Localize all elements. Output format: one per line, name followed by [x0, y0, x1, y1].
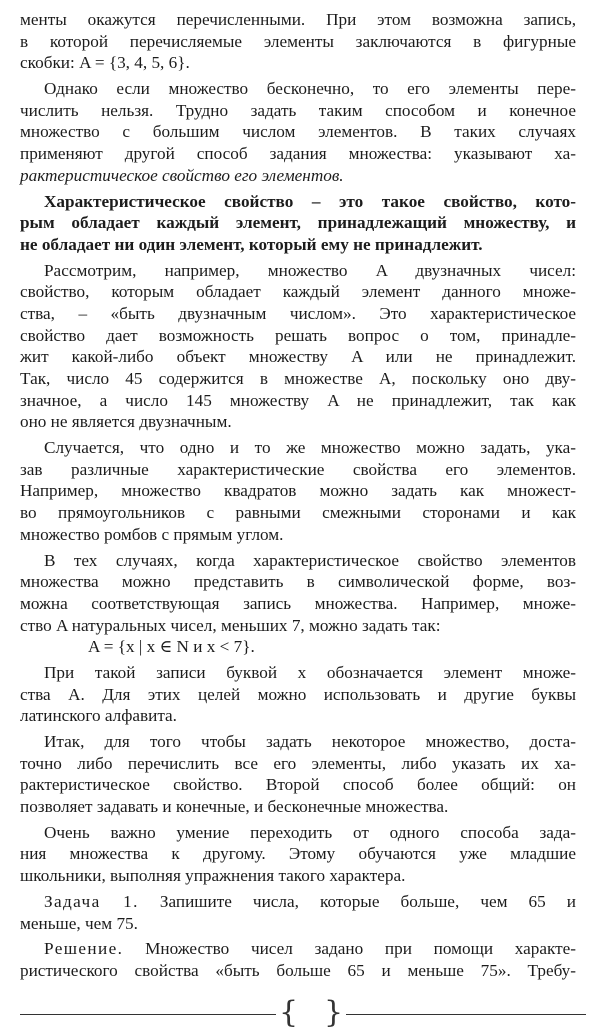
paragraph: [20, 78, 576, 186]
problem-text: Запишите числа, которые больше, чем 65 и: [138, 891, 577, 911]
text-line: множество ромбов с прямым углом.: [20, 524, 284, 544]
set-formula: A = {x | x ∈ N и x < 7}.: [88, 637, 255, 657]
text-line: позволяет задавать и конечные, и бесконечные множества.: [20, 797, 449, 817]
text-line: [20, 938, 576, 960]
text-line: школьники, выполняя упражнения такого характера.: [20, 866, 406, 886]
text-line: меньше, чем 75.: [20, 913, 138, 933]
text-line: рактеристическое свойство его элементов.: [20, 165, 344, 185]
text-line: латинского алфавита.: [20, 706, 177, 726]
text-line: оно не является двузначным.: [20, 412, 232, 432]
footer-rule-left: [20, 1014, 276, 1015]
page-text: [20, 9, 576, 982]
text-line: числить нельзя. Трудно задать таким способом и конечное: [20, 100, 576, 120]
page-footer-ornament: [0, 994, 607, 1028]
paragraph: [20, 662, 576, 727]
right-brace-icon: }: [324, 995, 344, 1030]
text-line: При такой записи буквой x обозначается элемент множе-: [44, 662, 576, 682]
text-line: ства A. Для этих целей можно использовать и другие буквы: [20, 684, 576, 704]
paragraph: [20, 260, 576, 434]
text-line: не обладает ни один элемент, который ему не принадлежит.: [20, 234, 483, 254]
text-line: ства, – «быть двузначным числом». Это характеристическое: [20, 303, 576, 323]
text-line: рактеристическое свойство. Второй способ более общий: он: [20, 775, 576, 795]
text-line: В тех случаях, когда характеристическое свойство элементов: [44, 550, 576, 570]
text-line: скобки: A = {3, 4, 5, 6}.: [20, 53, 190, 73]
text-line: зав различные характеристические свойства его элементов.: [20, 459, 576, 479]
footer-rule-right: [346, 1014, 586, 1015]
problem-paragraph: [20, 891, 576, 934]
paragraph: [20, 9, 576, 74]
text-line: Итак, для того чтобы задать некоторое множество, доста-: [44, 732, 576, 751]
text-line: свойство дает возможность решать вопрос о том, принадле-: [20, 325, 576, 345]
solution-label: Решение.: [44, 939, 124, 959]
text-line: Очень важно умение переходить от одного способа зада-: [44, 822, 576, 842]
text-line: менты окажутся перечисленными. При этом возможна запись,: [20, 10, 576, 29]
text-line: множество с большим числом элементов. В таких случаях: [20, 122, 576, 142]
text-line: [20, 891, 576, 913]
left-brace-icon: {: [279, 995, 299, 1030]
paragraph: [20, 822, 576, 887]
text-line: применяют другой способ задания множества: указывают ха-: [20, 144, 576, 164]
text-line: жит какой-либо объект множеству A или не принадлежит.: [20, 347, 576, 367]
paragraph: [20, 437, 576, 545]
text-line: свойство, которым обладает каждый элемент данного множе-: [20, 282, 576, 302]
text-line: множества можно представить в символической форме, воз-: [20, 572, 576, 592]
text-line: Например, множество квадратов можно задать как множест-: [20, 481, 576, 501]
solution-text: Множество чисел задано при помощи характе-: [123, 939, 576, 959]
text-line: во прямоугольников с равными смежными сторонами и как: [20, 503, 576, 523]
paragraph: [20, 731, 576, 818]
text-line: Так, число 45 содержится в множестве A, поскольку оно дву-: [20, 369, 576, 388]
text-line: Рассмотрим, например, множество A двузначных чисел:: [44, 260, 576, 280]
text-line: ство A натуральных чисел, меньших 7, можно задать так:: [20, 615, 441, 635]
solution-paragraph: [20, 938, 576, 981]
text-line: ристического свойства «быть больше 65 и меньше 75». Требу-: [20, 960, 576, 980]
problem-label: Задача 1.: [44, 891, 139, 911]
definition-paragraph: [20, 191, 576, 256]
text-line: Однако если множество бесконечно, то его элементы пере-: [44, 79, 576, 99]
text-line: значное, а число 145 множеству A не принадлежит, так как: [20, 390, 576, 410]
text-line: можна соответствующая запись множества. Например, множе-: [20, 593, 576, 613]
paragraph: [20, 550, 576, 658]
text-line: в которой перечисляемые элементы заключаются в фигурные: [20, 31, 576, 51]
text-line: ния множества к другому. Этому обучаются уже младшие: [20, 844, 576, 864]
text-line: Характеристическое свойство – это такое свойство, кото-: [44, 191, 576, 211]
text-line: точно либо перечислить все его элементы, либо указать их ха-: [20, 753, 576, 773]
text-line: рым обладает каждый элемент, принадлежащий множеству, и: [20, 213, 576, 233]
text-line: Случается, что одно и то же множество можно задать, ука-: [44, 438, 576, 458]
